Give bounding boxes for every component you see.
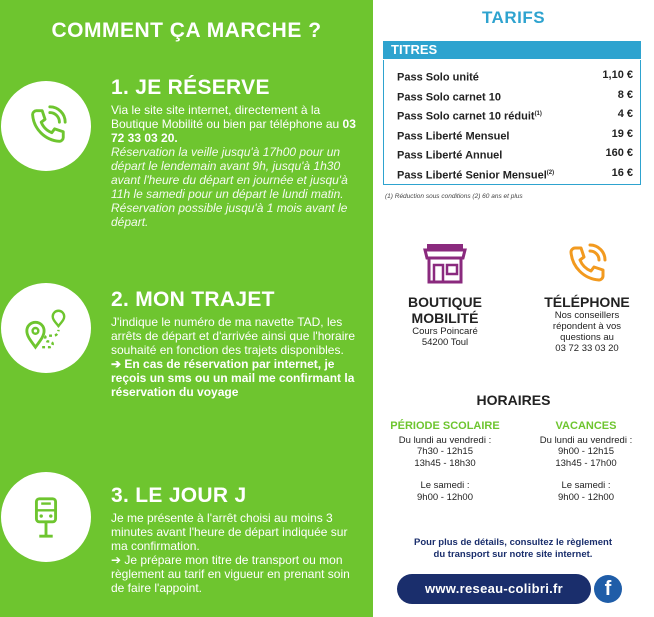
vacances-schedule [516, 421, 654, 503]
schedule-slot: 9h00 - 12h15 [558, 446, 614, 457]
tariff-row: Pass Liberté Mensuel 19 € [397, 127, 633, 143]
step-jour-j-text: Je me présente à l'arrêt choisi au moins 3 minutes avant l'heure de départ indiquée sur ma confirmation. [111, 511, 348, 553]
details-note [383, 537, 643, 561]
details-line: du transport sur notre site internet. [433, 549, 593, 560]
info-panel [373, 0, 654, 617]
phone-icon [563, 240, 611, 288]
map-pin-route-icon [23, 305, 69, 351]
schedule-weekdays: Du lundi au vendredi : [539, 434, 633, 446]
phone-icon-circle [1, 81, 91, 171]
boutique-title-1: BOUTIQUE [408, 294, 482, 310]
scolaire-schedule [375, 421, 515, 503]
telephone-line: Nos conseillers [554, 310, 620, 321]
schedule-saturday: Le samedi : [420, 480, 470, 491]
tariff-row: Pass Solo carnet 10 réduit$^{(1)}$ 4 € [397, 108, 633, 123]
tariff-row: Pass Liberté Senior Mensuel$^{(2)}$ 16 € [397, 166, 633, 182]
boutique-title-2: MOBILITÉ [411, 310, 479, 326]
tarifs-title: TARIFS [481, 8, 546, 27]
scolaire-title: PÉRIODE SCOLAIRE [390, 420, 500, 432]
schedule-saturday: Le samedi : [561, 480, 611, 491]
boutique-address-1: Cours Poincaré [412, 326, 478, 337]
step-reserve-conditions: Réservation la veille jusqu'à 17h00 pour un départ le lendemain avant 9h, jusqu'à 1h30 avant l'heure du départ en journée et jusqu'à 11h le samedi pour un départ le lundi matin. Réservation possible jusqu'à 1 mois avant le départ. [111, 145, 348, 229]
step-jour-j [111, 484, 361, 595]
bus-stop-icon-circle [1, 472, 91, 562]
details-line: Pour plus de détails, consultez le règlement [414, 537, 612, 548]
step-trajet [111, 288, 361, 399]
tariff-footnote: (1) Réduction sous conditions (2) 60 ans et plus [385, 193, 523, 200]
website-link[interactable]: www.reseau-colibri.fr [397, 574, 591, 604]
schedule-slot: 13h45 - 17h00 [555, 457, 617, 469]
boutique-address-2: 54200 Toul [421, 337, 469, 348]
telephone-block [517, 240, 654, 354]
tariff-row: Pass Solo unité 1,10 € [397, 69, 633, 84]
step-reserve [111, 76, 361, 229]
step-trajet-text: J'indique le numéro de ma navette TAD, les arrêts de départ et d'arrivée ainsi que l'horaire souhaité en fonction des trajets disponibles. [111, 315, 356, 357]
facebook-icon[interactable]: f [594, 575, 622, 603]
bus-stop-icon [23, 494, 69, 540]
tariff-table [383, 60, 641, 185]
vacances-title: VACANCES [555, 420, 617, 432]
shop-icon [421, 240, 469, 288]
schedule-slot: 7h30 - 12h15 [417, 446, 473, 457]
step-reserve-text: Via le site site internet, directement à la Boutique Mobilité ou bien par téléphone au 03 72 33 03 20. [111, 103, 356, 145]
step-trajet-heading: 2. MON TRAJET [111, 288, 275, 311]
schedule-slot: 9h00 - 12h00 [558, 491, 614, 503]
schedule-weekdays: Du lundi au vendredi : [398, 434, 492, 446]
telephone-title: TÉLÉPHONE [544, 294, 630, 310]
step-trajet-confirm: ➔ En cas de réservation par internet, je reçois un sms ou un mail me confirmant la réservation du voyage [111, 357, 355, 399]
phone-icon [23, 103, 69, 149]
route-icon-circle [1, 283, 91, 373]
step-jour-j-heading: 3. LE JOUR J [111, 484, 247, 507]
schedule-slot: 9h00 - 12h00 [417, 491, 473, 503]
titres-header: TITRES [383, 41, 641, 59]
telephone-line: répondent à vos [552, 321, 622, 332]
tariff-row: Pass Liberté Annuel 160 € [397, 147, 633, 163]
telephone-line: questions au [560, 332, 614, 343]
telephone-number: 03 72 33 03 20 [555, 343, 619, 354]
boutique-block [375, 240, 515, 348]
step-reserve-heading: 1. JE RÉSERVE [111, 76, 270, 99]
schedule-slot: 13h45 - 18h30 [414, 457, 476, 469]
tariff-row: Pass Solo carnet 10 8 € [397, 88, 633, 104]
step-reserve-phone: 03 72 33 03 20. [111, 117, 356, 145]
how-it-works-title: COMMENT ÇA MARCHE ? [51, 19, 322, 42]
step-jour-j-payment: ➔ Je prépare mon titre de transport ou mon règlement au tarif en vigueur en prenant soin de faire l'appoint. [111, 553, 350, 595]
horaires-title: HORAIRES [476, 392, 551, 408]
